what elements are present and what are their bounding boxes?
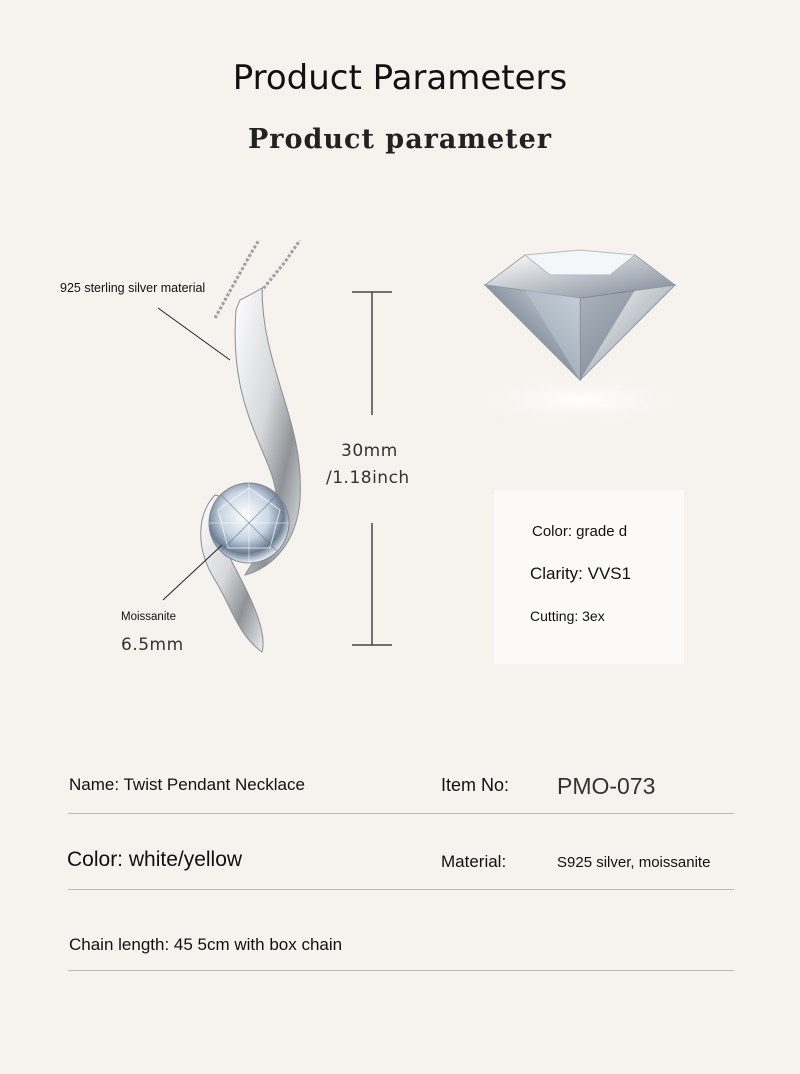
page-title: Product Parameters xyxy=(232,58,568,98)
gem-color-grade: Color: grade d xyxy=(532,523,628,540)
page-subtitle: Product parameter xyxy=(247,124,553,155)
product-name: Name: Twist Pendant Necklace xyxy=(69,775,305,794)
moissanite-stone xyxy=(209,483,289,563)
row-divider xyxy=(68,813,734,814)
stone-size: 6.5mm xyxy=(121,635,184,655)
material-callout: 925 sterling silver material xyxy=(60,281,206,295)
chain-length: Chain length: 45 5cm with box chain xyxy=(69,935,343,954)
material-label: Material: xyxy=(441,852,507,871)
product-color: Color: white/yellow xyxy=(67,848,243,871)
material-pointer xyxy=(158,308,230,360)
gem-cutting: Cutting: 3ex xyxy=(530,608,605,624)
item-no-value: PMO-073 xyxy=(557,773,656,799)
material-value: S925 silver, moissanite xyxy=(557,854,711,871)
item-no-label: Item No: xyxy=(441,775,510,795)
height-inch: /1.18inch xyxy=(326,468,410,488)
stone-callout: Moissanite xyxy=(121,611,176,623)
row-divider xyxy=(68,889,734,890)
diamond-pavilion xyxy=(485,285,675,380)
gem-clarity: Clarity: VVS1 xyxy=(530,564,632,583)
pendant-body xyxy=(201,288,301,652)
diamond-illustration xyxy=(430,230,730,450)
height-mm: 30mm xyxy=(341,441,398,461)
row-divider xyxy=(68,970,734,971)
